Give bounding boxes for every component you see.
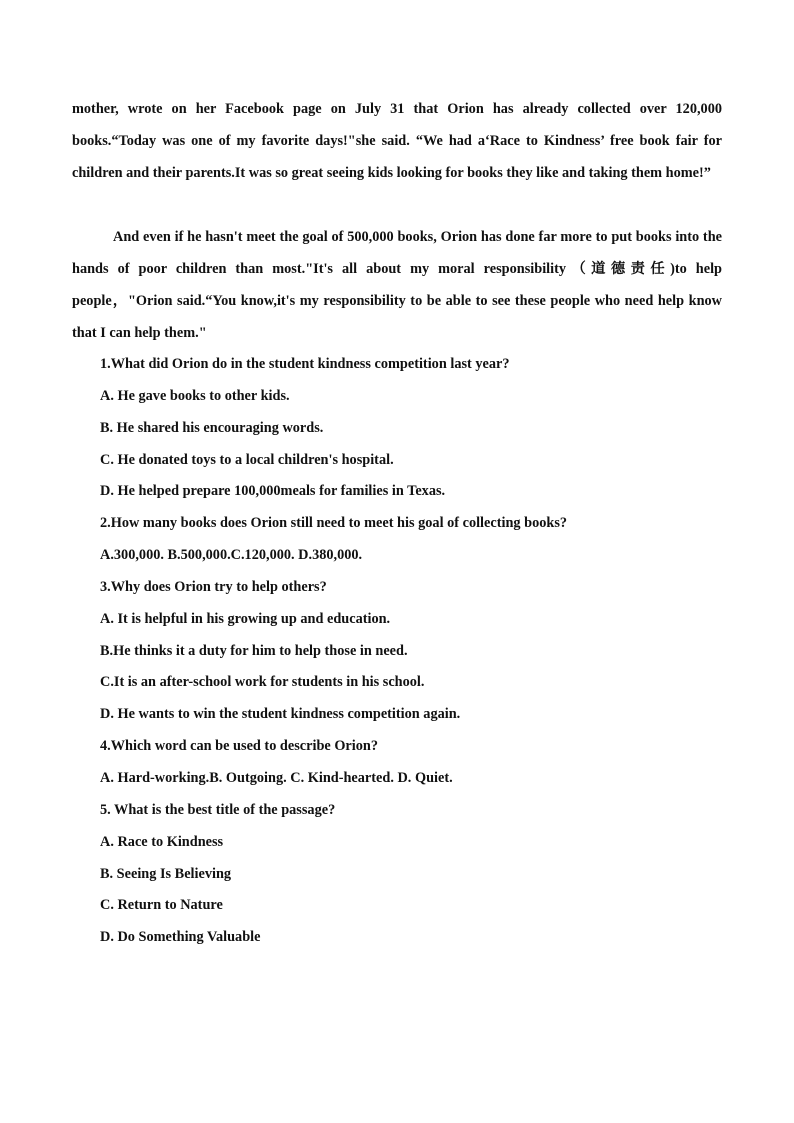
question-1-option-b: B. He shared his encouraging words. xyxy=(100,419,324,436)
passage-paragraph-1: mother, wrote on her Facebook page on July 31 that Orion has already collected over 120,000 books.“Today was one of my favorite days!"she said. “We had a‘Race to Kindness’ free book fair for children and their parents.It was so great seeing kids looking for books they like and taking them home!” xyxy=(72,101,722,181)
question-1-stem: 1.What did Orion do in the student kindness competition last year? xyxy=(100,356,510,372)
question-3-option-c: C.It is an after-school work for students in his school. xyxy=(100,674,425,691)
question-2-options: A.300,000. B.500,000.C.120,000. D.380,000. xyxy=(100,547,363,564)
question-5-option-b: B. Seeing Is Believing xyxy=(100,865,232,882)
question-5-stem: 5. What is the best title of the passage? xyxy=(100,801,336,818)
question-3-option-d: D. He wants to win the student kindness competition again. xyxy=(100,706,461,723)
question-4-options: A. Hard-working.B. Outgoing. C. Kind-hearted. D. Quiet. xyxy=(100,769,453,786)
question-5-option-d: D. Do Something Valuable xyxy=(100,929,261,946)
question-5-option-a: A. Race to Kindness xyxy=(100,833,224,850)
question-1-option-c: C. He donated toys to a local children's hospital. xyxy=(100,451,394,468)
question-3-stem: 3.Why does Orion try to help others? xyxy=(100,578,327,595)
question-3-option-a: A. It is helpful in his growing up and education. xyxy=(100,610,391,627)
question-1-option-a: A. He gave books to other kids. xyxy=(100,387,290,404)
question-3-option-b: B.He thinks it a duty for him to help those in need. xyxy=(100,642,408,659)
passage-paragraph-2: And even if he hasn't meet the goal of 500,000 books, Orion has done far more to put books into the hands of poor children than most."It's all about my moral responsibility（道德责任)to help people，"Orion said.“You know,it's my responsibility to be able to see these people who need help know that I can help them." xyxy=(72,229,722,341)
question-list xyxy=(100,349,720,954)
question-2-stem: 2.How many books does Orion still need to meet his goal of collecting books? xyxy=(100,515,568,532)
question-1-option-d: D. He helped prepare 100,000meals for families in Texas. xyxy=(100,483,446,500)
question-5-option-c: C. Return to Nature xyxy=(100,897,223,914)
question-4-stem: 4.Which word can be used to describe Orion? xyxy=(100,738,379,755)
